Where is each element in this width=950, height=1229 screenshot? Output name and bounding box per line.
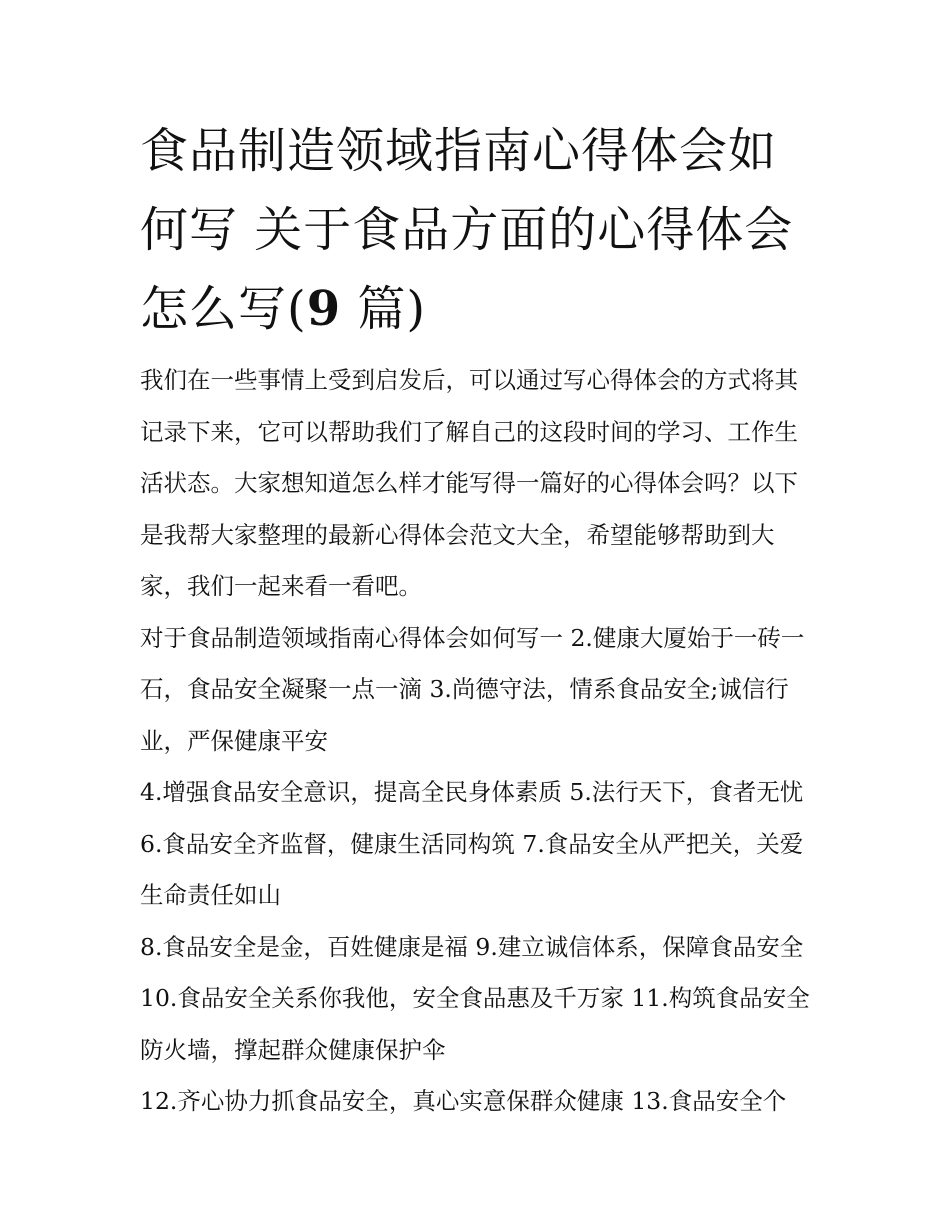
- document-title: [140, 112, 820, 349]
- title-text-start: 食品制造领域指南心得体会如何写 关于食品方面的心得体会怎么写(: [140, 123, 794, 337]
- document-body: [140, 355, 820, 1128]
- paragraph-intro: 我们在一些事情上受到启发后，可以通过写心得体会的方式将其记录下来，它可以帮助我们了解自己的这段时间的学习、工作生活状态。大家想知道怎么样才能写得一篇好的心得体会吗？以下是我帮大家整理的最新心得体会范文大全，希望能够帮助到大家，我们一起来看一看吧。: [140, 366, 798, 600]
- paragraph-slogans-1: 对于食品制造领域指南心得体会如何写一 2.健康大厦始于一砖一石，食品安全凝聚一点一滴 3.尚德守法，情系食品安全;诚信行业，严保健康平安: [140, 623, 805, 755]
- paragraph-slogans-4: 12.齐心协力抓食品安全，真心实意保群众健康 13.食品安全个: [140, 1087, 787, 1115]
- title-text-end: 篇): [341, 281, 427, 337]
- paragraph-slogans-2: 4.增强食品安全意识，提高全民身体素质 5.法行天下，食者无忧 6.食品安全齐监督，健康生活同构筑 7.食品安全从严把关，关爱生命责任如山: [140, 778, 804, 909]
- title-count: 9: [306, 281, 342, 337]
- paragraph-slogans-3: 8.食品安全是金，百姓健康是福 9.建立诚信体系，保障食品安全 10.食品安全关系你我他，安全食品惠及千万家 11.构筑食品安全防火墙，撑起群众健康保护伞: [140, 932, 810, 1064]
